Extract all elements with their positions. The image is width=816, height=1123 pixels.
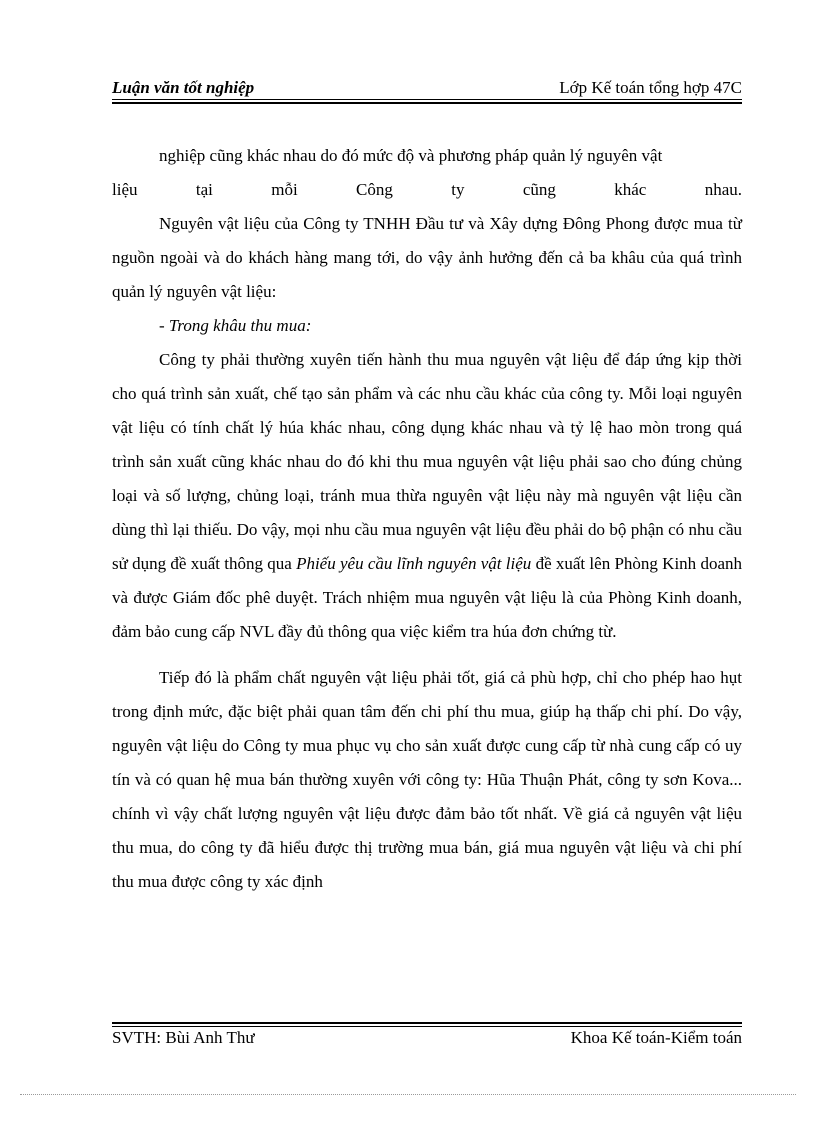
header-rule-thick: [112, 102, 742, 104]
footer-faculty: Khoa Kế toán-Kiểm toán: [570, 1028, 742, 1047]
page-footer: [112, 1028, 742, 1050]
paragraph-1-line-1: nghiệp cũng khác nhau do đó mức độ và phương pháp quản lý nguyên vật: [159, 146, 663, 165]
paragraph-5: Tiếp đó là phẩm chất nguyên vật liệu phải tốt, giá cả phù hợp, chỉ cho phép hao hụt trong định mức, đặc biệt phải quan tâm đến chi phí thu mua, giúp hạ thấp chi phí. Do vậy, nguyên vật liệu do Công ty mua phục vụ cho sản xuất được cung cấp từ nhà cung cấp có uy tín và có quan hệ mua bán thường xuyên với công ty: Hũa Thuận Phát, công ty sơn Kova... chính vì vậy chất lượng nguyên vật liệu được đảm bảo tốt nhất. Về giá cả nguyên vật liệu thu mua, do công ty đã hiểu được thị trường mua bán, giá mua nguyên vật liệu và chi phí thu mua được công ty xác định: [112, 668, 742, 891]
paragraph-4-form-name: Phiếu yêu cầu lĩnh nguyên vật liệu: [296, 554, 532, 573]
paragraph-4-part-a: Công ty phải thường xuyên tiến hành thu mua nguyên vật liệu để đáp ứng kịp thời cho quá trình sản xuất, chế tạo sản phẩm và các nhu cầu khác của công ty. Mỗi loại nguyên vật liệu có tính chất lý húa khác nhau, công dụng khác nhau và tỷ lệ hao mòn trong quá trình sản xuất cũng khác nhau do đó khi thu mua nguyên vật liệu phải sao cho đúng chủng loại và số lượng, chủng loại, tránh mua thừa nguyên vật liệu này mà nguyên vật liệu cần dùng thì lại thiếu. Do vậy, mọi nhu cầu mua nguyên vật liệu đều phải do bộ phận có nhu cầu sử dụng đề xuất thông qua: [112, 350, 742, 573]
paragraph-1-line-2: liệu tại mỗi Công ty cũng khác nhau.: [112, 180, 742, 199]
subheading-text: - Trong khâu thu mua:: [159, 316, 312, 335]
header-rule-thin: [112, 99, 742, 100]
paragraph-4: [112, 343, 742, 649]
footer-student-name: SVTH: Bùi Anh Thư: [112, 1028, 255, 1047]
footer-rule-thick: [112, 1022, 742, 1024]
header-thesis-title: Luận văn tốt nghiệp: [112, 78, 255, 97]
header-class-name: Lớp Kế toán tổng hợp 47C: [559, 78, 742, 97]
page-bottom-dotted-line: [20, 1094, 796, 1095]
body-text: [112, 139, 742, 899]
paragraph-3-subheading: [112, 309, 742, 343]
paragraph-4-part-b: đề xuất lên Phòng Kinh doanh và được Giám đốc phê duyệt. Trách nhiệm mua nguyên vật liệu là của Phòng Kinh doanh, đảm bảo cung cấp NVL đầy đủ thông qua việc kiểm tra húa đơn chứng từ.: [112, 554, 743, 641]
page-header: [112, 74, 742, 98]
paragraph-2: Nguyên vật liệu của Công ty TNHH Đầu tư và Xây dựng Đông Phong được mua từ nguồn ngoài và do khách hàng mang tới, do vậy ảnh hưởng đến cả ba khâu của quá trình quản lý nguyên vật liệu:: [112, 214, 742, 301]
footer-rule-thin: [112, 1026, 742, 1027]
